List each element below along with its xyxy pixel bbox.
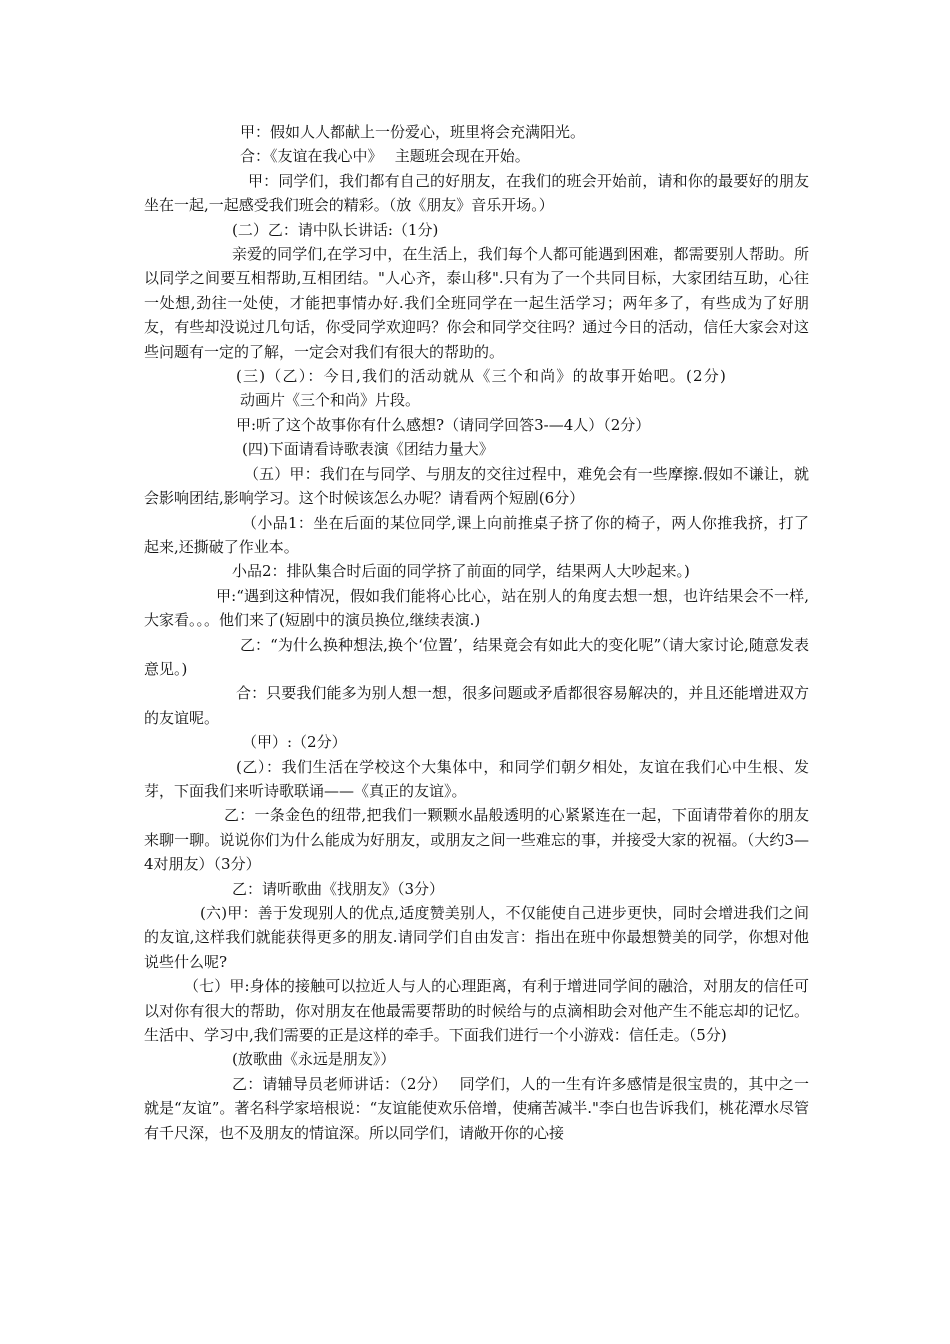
paragraph-section-6: (六)甲：善于发现别人的优点,适度赞美别人，不仅能使自己进步更快，同时会增进我们之间的友谊,这样我们就能获得更多的朋友.请同学们自由发言：指出在班中你最想赞美的同学，你想对他说些什么呢? (144, 904, 809, 971)
paragraph-skit-1: （小品1：坐在后面的某位同学,课上向前推桌子挤了你的椅子，两人你推我挤，打了起来,还撕破了作业本。 (144, 513, 809, 556)
paragraph-he-open: 合：《友谊在我心中》 主题班会现在开始。 (240, 147, 530, 166)
paragraph-section-3-heading: (三)（乙）：今日,我们的活动就从《三个和尚》的故事开始吧。(2分) (236, 367, 728, 386)
paragraph-section-2-heading: (二）乙：请中队长讲话:（1分) (232, 220, 439, 239)
paragraph-yi-song: 乙：请听歌曲《找朋友》（3分） (232, 879, 445, 898)
paragraph-jia-question: 甲:听了这个故事你有什么感想?（请同学回答3-—4人）（2分） (236, 415, 651, 434)
paragraph-teacher-speech: 乙：请辅导员老师讲话：（2分） 同学们，人的一生有许多感情是很宝贵的，其中之一就是“友谊”。著名科学家培根说：“友谊能使欢乐倍增，使痛苦减半."李白也告诉我们，桃花潭水尽管有千尺深，也不及朋友的情谊深。所以同学们，请敞开你的心接 (144, 1074, 809, 1142)
document-body (144, 120, 809, 1145)
paragraph-animation: 动画片《三个和尚》片段。 (240, 391, 421, 410)
paragraph-he-conclusion: 合：只要我们能多为别人想一想，很多问题或矛盾都很容易解决的，并且还能增进双方的友谊呢。 (144, 684, 809, 727)
paragraph-yi-friendship: 乙：一条金色的纽带,把我们一颗颗水晶般透明的心紧紧连在一起，下面请带着你的朋友来聊一聊。说说你们为什么能成为好朋友，或朋友之间一些难忘的事，并接受大家的祝福。（大约3—4对朋友）（3分） (144, 806, 809, 874)
paragraph-yi-poem: (乙）：我们生活在学校这个大集体中，和同学们朝夕相处，友谊在我们心中生根、发芽，下面我们来听诗歌联诵——《真正的友谊》。 (144, 757, 809, 800)
paragraph-section-4-heading: (四)下面请看诗歌表演《团结力量大》 (242, 440, 494, 459)
paragraph-song-forever-friends: (放歌曲《永远是朋友》） (232, 1050, 396, 1069)
paragraph-jia-comment: 甲:“遇到这种情况，假如我们能将心比心，站在别人的角度去想一想，也许结果会不一样,大家看。。。他们来了(短剧中的演员换位,继续表演.) (144, 586, 809, 630)
paragraph-jia-score: （甲）:（2分） (242, 733, 347, 752)
paragraph-yi-discussion: 乙：“为什么换种想法,换个‘位置’，结果竟会有如此大的变化呢”（请大家讨论,随意发表意见。) (144, 635, 809, 678)
paragraph-jia-welcome: 甲：同学们，我们都有自己的好朋友，在我们的班会开始前，请和你的最要好的朋友坐在一起,一起感受我们班会的精彩。（放《朋友》音乐开场。） (144, 171, 809, 215)
paragraph-skit-2: 小品2：排队集合时后面的同学挤了前面的同学，结果两人大吵起来。) (232, 562, 690, 581)
paragraph-captain-speech: 亲爱的同学们,在学习中，在生活上，我们每个人都可能遇到困难，都需要别人帮助。所以同学之间要互相帮助,互相团结。"人心齐，泰山移".只有为了一个共同目标，大家团结互助，心往一处想,劲往一处使，才能把事情办好.我们全班同学在一起生活学习；两年多了，有些成为了好朋友，有些却没说过几句话，你受同学欢迎吗？你会和同学交往吗？通过今日的活动，信任大家会对这些问题有一定的了解，一定会对我们有很大的帮助的。 (144, 245, 809, 361)
paragraph-section-5: （五）甲：我们在与同学、与朋友的交往过程中，难免会有一些摩擦.假如不谦让，就会影响团结,影响学习。这个时候该怎么办呢？请看两个短剧(6分） (144, 464, 809, 508)
paragraph-section-7: （七）甲:身体的接触可以拉近人与人的心理距离，有利于增进同学间的融洽，对朋友的信任可以对你有很大的帮助，你对朋友在他最需要帮助的时候给与的点滴相助会对他产生不能忘却的记忆。生活中、学习中,我们需要的正是这样的牵手。下面我们进行一个小游戏：信任走。（5分) (144, 977, 809, 1045)
paragraph-jia-intro: 甲：假如人人都献上一份爱心，班里将会充满阳光。 (240, 123, 586, 141)
